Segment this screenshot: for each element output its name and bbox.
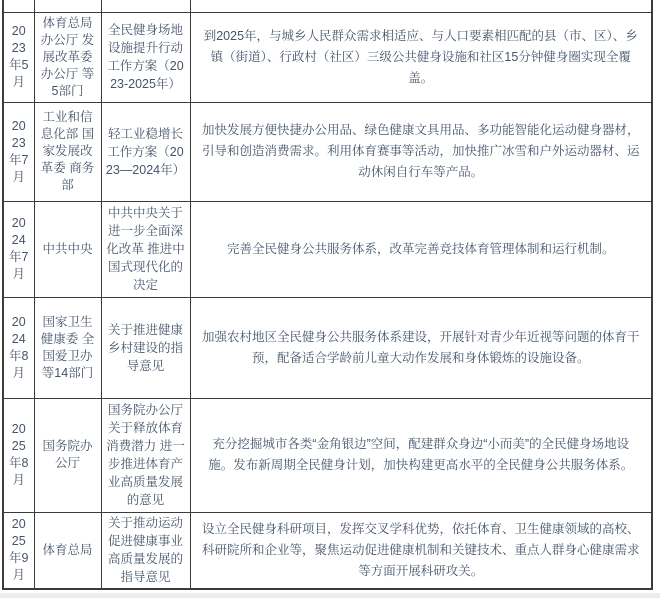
policy-content-cell: 完善全民健身公共服务体系，改革完善竞技体育管理体制和运行机制。 [190,201,652,297]
date-cell: 2024年8月 [3,297,34,398]
policy-content-cell: 加强农村地区全民健身公共服务体系建设，开展针对青少年近视等问题的体育干预，配备适合学龄前儿童大动作发展和身体锻炼的设施设备。 [190,297,652,398]
issuer-cell: 工业和信息化部 国家发展改革委 商务部 [34,102,101,201]
cropped-row-cell [101,0,190,12]
policy-content-cell: 加快发展方便快捷办公用品、绿色健康文具用品、多功能智能化运动健身器材，引导和创造消费需求。利用体育赛事等活动，加快推广冰雪和户外运动器材、运动休闲自行车等产品。 [190,102,652,201]
policy-name-cell: 关于推动运动促进健康事业高质量发展的指导意见 [101,512,190,589]
cropped-row-cell [190,0,652,12]
policy-name-cell: 中共中央关于进一步全面深化改革 推进中国式现代化的决定 [101,201,190,297]
cropped-row-cell [3,0,34,12]
issuer-cell: 中共中央 [34,201,101,297]
table-row [3,297,652,398]
issuer-cell: 国家卫生健康委 全国爱卫办等14部门 [34,297,101,398]
cropped-row [3,0,652,12]
policy-content-cell: 到2025年，与城乡人民群众需求相适应、与人口要素相匹配的县（市、区）、乡镇（街道）、行政村（社区）三级公共健身设施和社区15分钟健身圈实现全覆盖。 [190,12,652,102]
date-cell: 2023年7月 [3,102,34,201]
policy-name-cell: 轻工业稳增长工作方案（2023—2024年） [101,102,190,201]
table-row [3,12,652,102]
page-bottom-margin [0,593,660,598]
cropped-row-cell [34,0,101,12]
date-cell: 2025年8月 [3,398,34,512]
policy-name-cell: 全民健身场地设施提升行动工作方案（2023-2025年） [101,12,190,102]
table-row [3,201,652,297]
policy-name-cell: 国务院办公厅关于释放体育消费潜力 进一步推进体育产业高质量发展的意见 [101,398,190,512]
policy-table [2,0,653,590]
issuer-cell: 体育总局 [34,512,101,589]
table-row [3,512,652,589]
table-row [3,398,652,512]
policy-content-cell: 充分挖掘城市各类“金角银边”空间，配建群众身边“小而美”的全民健身场地设施。发布新周期全民健身计划，加快构建更高水平的全民健身公共服务体系。 [190,398,652,512]
date-cell: 2024年7月 [3,201,34,297]
policy-content-cell: 设立全民健身科研项目，发挥交叉学科优势，依托体育、卫生健康领域的高校、科研院所和企业等，聚焦运动促进健康机制和关键技术、重点人群身心健康需求等方面开展科研攻关。 [190,512,652,589]
policy-name-cell: 关于推进健康乡村建设的指导意见 [101,297,190,398]
date-cell: 2025年9月 [3,512,34,589]
table-row [3,102,652,201]
issuer-cell: 体育总局办公厅 发展改革委办公厅 等5部门 [34,12,101,102]
issuer-cell: 国务院办公厅 [34,398,101,512]
date-cell: 2023年5月 [3,12,34,102]
